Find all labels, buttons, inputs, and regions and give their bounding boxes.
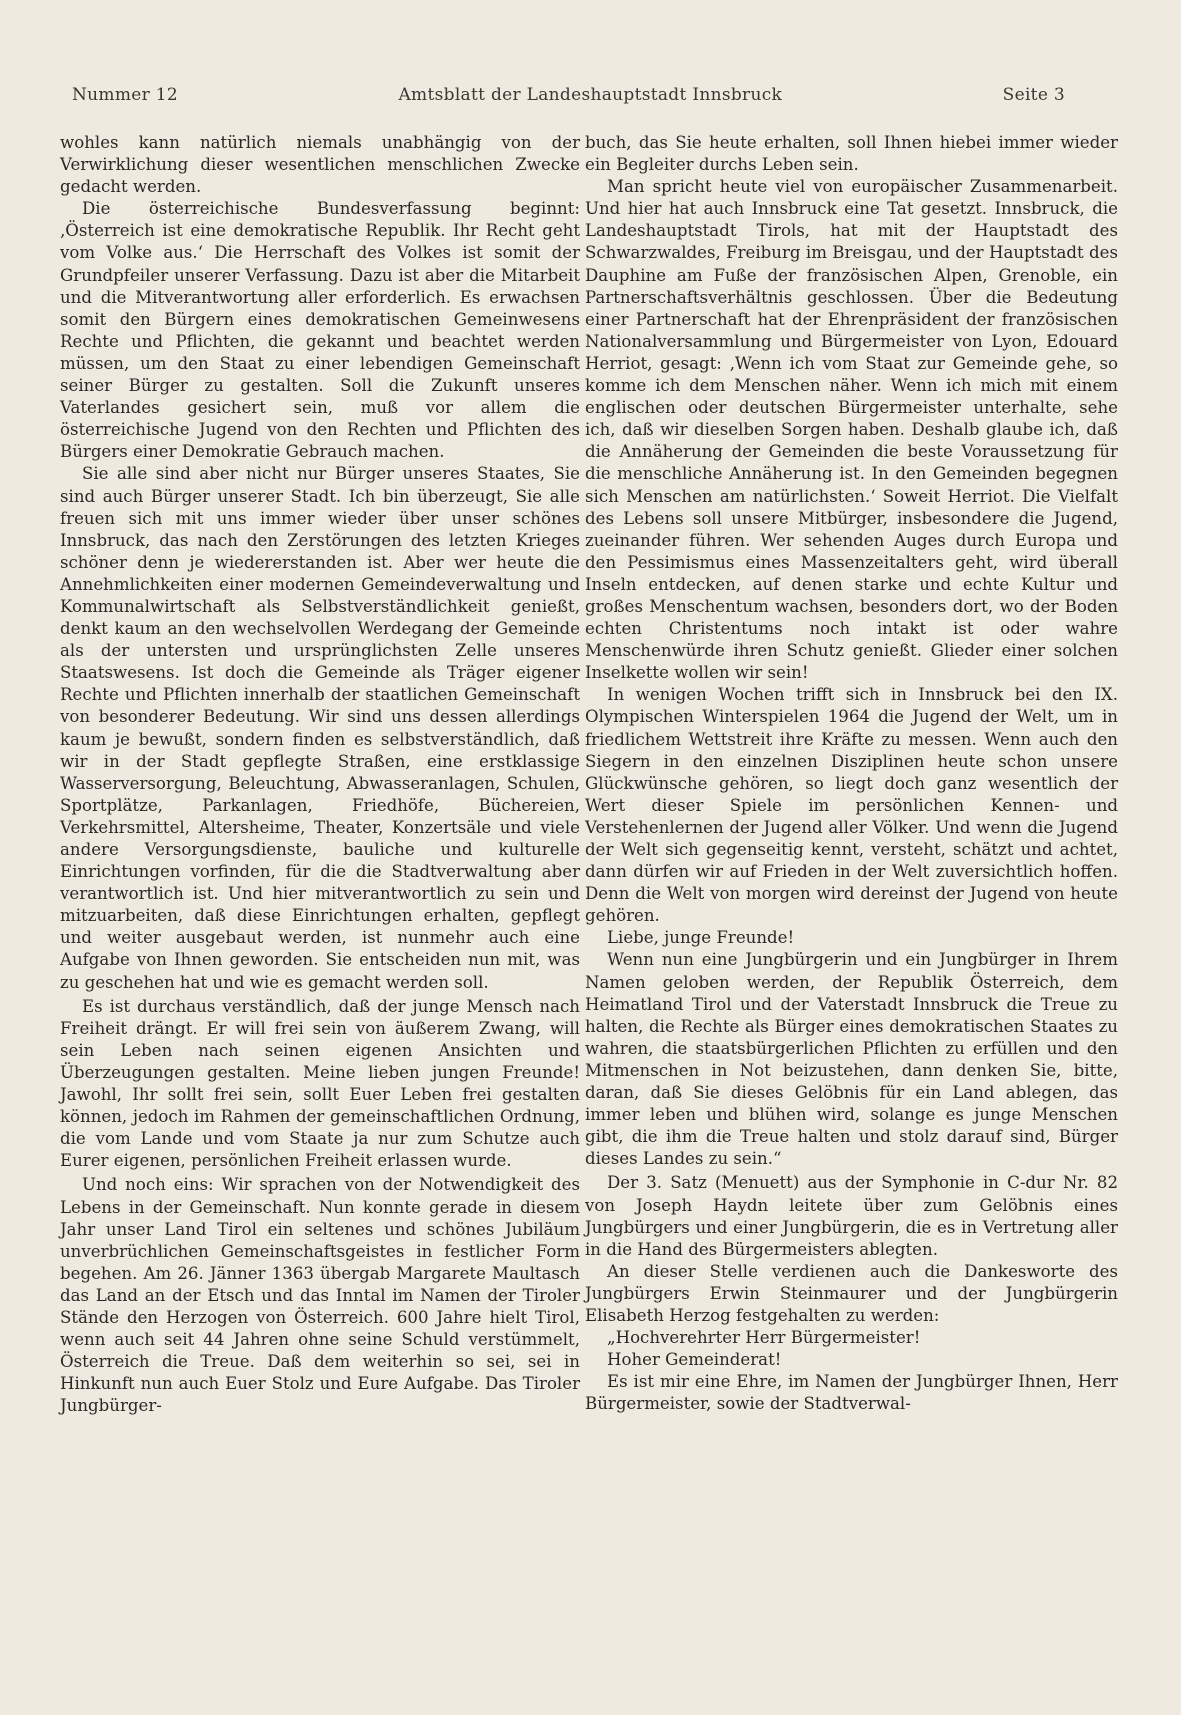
paragraph: In wenigen Wochen trifft sich in Innsbruck bei den IX. Olympischen Winterspielen 1964 die Jugend der Welt, um in friedlichem Wettstreit ihre Kräfte zu messen. Wenn auch den Siegern in den einzelnen Disziplinen heute schon unsere Glückwünsche gehören, so liegt doch ganz wesentlich der Wert dieser Spiele im persönlichen Kennen- und Verstehenlernen der Jugend aller Völker. Und wenn die Jugend der Welt sich gegenseitig kennt, versteht, schätzt und achtet, dann dürfen wir auf Frieden in der Welt zuversichtlich hoffen. Denn die Welt von morgen wird dereinst der Jugend von heute gehören. xyxy=(585,685,1118,926)
right-column xyxy=(585,132,1118,1415)
issue-number: Nummer 12 xyxy=(72,85,178,105)
paragraph: Sie alle sind aber nicht nur Bürger unseres Staates, Sie sind auch Bürger unserer Stadt. Ich bin überzeugt, Sie alle freuen sich mit uns immer wieder über unser schönes Innsbruck, das nach den Zerstörungen des letzten Krieges schöner denn je wiedererstanden ist. Aber wer heute die Annehmlichkeiten einer modernen Gemeindeverwaltung und Kommunalwirtschaft als Selbstverständlichkeit genießt, denkt kaum an den wechselvollen Werdegang der Gemeinde als der untersten und ursprünglichsten Zelle unseres Staatswesens. Ist doch die Gemeinde als Träger eigener Rechte und Pflichten innerhalb der staatlichen Gemeinschaft von besonderer Bedeutung. Wir sind uns dessen allerdings kaum je bewußt, sondern finden es selbstverständlich, daß wir in der Stadt gepflegte Straßen, eine erstklassige Wasserversorgung, Beleuchtung, Abwasseranlagen, Schulen, Sportplätze, Parkanlagen, Friedhöfe, Büchereien, Verkehrsmittel, Altersheime, Theater, Konzertsäle und viele andere Versorgungsdienste, bauliche und kulturelle Einrichtungen vorfinden, für die die Stadtverwaltung aber verantwortlich ist. Und hier mitverantwortlich zu sein und mitzuarbeiten, daß diese Einrichtungen erhalten, gepflegt und weiter ausgebaut werden, ist nunmehr auch eine Aufgabe von Ihnen geworden. Sie entscheiden nun mit, was zu geschehen hat und wie es gemacht werden soll. xyxy=(60,464,580,992)
paragraph: Man spricht heute viel von europäischer Zusammenarbeit. Und hier hat auch Innsbruck eine Tat gesetzt. Innsbruck, die Landeshauptstadt Tirols, hat mit der Hauptstadt des Schwarzwaldes, Freiburg im Breisgau, und der Hauptstadt des Dauphine am Fuße der französischen Alpen, Grenoble, ein Partnerschaftsverhältnis geschlossen. Über die Bedeutung einer Partnerschaft hat der Ehrenpräsident der französischen Nationalversammlung und Bürgermeister von Lyon, Edouard Herriot, gesagt: ‚Wenn ich vom Staat zur Gemeinde gehe, so komme ich dem Menschen näher. Wenn ich mich mit einem englischen oder deutschen Bürgermeister unterhalte, sehe ich, daß wir dieselben Sorgen haben. Deshalb glaube ich, daß die Annäherung der Gemeinden die beste Voraussetzung für die menschliche Annäherung ist. In den Gemeinden begegnen sich Menschen am natürlichsten.‘ Soweit Herriot. Die Vielfalt des Lebens soll unsere Mitbürger, insbesondere die Jugend, zueinander führen. Wer sehenden Auges durch Europa und den Pessimismus eines Massenzeitalters geht, wird überall Inseln entdecken, auf denen starke und echte Kultur und großes Menschentum wachsen, besonders dort, wo der Boden echten Christentums noch intakt ist oder wahre Menschenwürde ihren Schutz genießt. Glieder einer solchen Inselkette wollen wir sein! xyxy=(585,177,1118,683)
salutation: Liebe, junge Freunde! xyxy=(607,928,795,948)
paragraph: Es ist durchaus verständlich, daß der junge Mensch nach Freiheit drängt. Er will frei sein von äußerem Zwang, will sein Leben nach seinen eigenen Ansichten und Überzeugungen gestalten. Meine lieben jungen Freunde! Jawohl, Ihr sollt frei sein, sollt Euer Leben frei gestalten können, jedoch im Rahmen der gemeinschaftlichen Ordnung, die vom Lande und vom Staate ja nur zum Schutze auch Eurer eigenen, persönlichen Freiheit erlassen wurde. xyxy=(60,996,580,1171)
page-header xyxy=(72,82,1065,108)
paragraph: Es ist mir eine Ehre, im Namen der Jungbürger Ihnen, Herr Bürgermeister, sowie der Stadtverwal- xyxy=(585,1372,1118,1414)
page-number: Seite 3 xyxy=(1002,85,1065,105)
paragraph: An dieser Stelle verdienen auch die Dankesworte des Jungbürgers Erwin Steinmaurer und der Jungbürgerin Elisabeth Herzog festgehalten zu werden: xyxy=(585,1261,1118,1325)
salutation: Hoher Gemeinderat! xyxy=(607,1350,782,1370)
paragraph: Die österreichische Bundesverfassung beginnt: ‚Österreich ist eine demokratische Republik. Ihr Recht geht vom Volke aus.‘ Die Herrschaft des Volkes ist somit der Grundpfeiler unserer Verfassung. Dazu ist aber die Mitarbeit und die Mitverantwortung aller erforderlich. Es erwachsen somit den Bürgern eines demokratischen Gemeinwesens Rechte und Pflichten, die gekannt und beachtet werden müssen, um den Staat zu einer lebendigen Gemeinschaft seiner Bürger zu gestalten. Soll die Zukunft unseres Vaterlandes gesichert sein, muß vor allem die österreichische Jugend von den Rechten und Pflichten des Bürgers einer Demokratie Gebrauch machen. xyxy=(60,199,580,462)
paragraph: Und noch eins: Wir sprachen von der Notwendigkeit des Lebens in der Gemeinschaft. Nun konnte gerade in diesem Jahr unser Land Tirol ein seltenes und schönes Jubiläum unverbrüchlichen Gemeinschaftsgeistes in festlicher Form begehen. Am 26. Jänner 1363 übergab Margarete Maultasch das Land an der Etsch und das Inntal im Namen der Tiroler Stände den Herzogen von Österreich. 600 Jahre hielt Tirol, wenn auch seit 44 Jahren ohne seine Schuld verstümmelt, Österreich die Treue. Daß dem weiterhin so sei, sei in Hinkunft nun auch Euer Stolz und Eure Aufgabe. Das Tiroler Jungbürger- xyxy=(60,1175,580,1416)
salutation: „Hochverehrter Herr Bürgermeister! xyxy=(607,1328,921,1348)
paragraph: Der 3. Satz (Menuett) aus der Symphonie in C-dur Nr. 82 von Joseph Haydn leitete über zum Gelöbnis eines Jungbürgers und einer Jungbürgerin, die es in Vertretung aller in die Hand des Bürgermeisters ablegten. xyxy=(585,1173,1118,1259)
publication-title: Amtsblatt der Landeshauptstadt Innsbruck xyxy=(398,85,783,105)
left-column xyxy=(60,132,580,1417)
paragraph: buch, das Sie heute erhalten, soll Ihnen hiebei immer wieder ein Begleiter durchs Leben sein. xyxy=(585,133,1118,175)
paragraph: Wenn nun eine Jungbürgerin und ein Jungbürger in Ihrem Namen geloben werden, der Republik Österreich, dem Heimatland Tirol und der Vaterstadt Innsbruck die Treue zu halten, die Rechte als Bürger eines demokratischen Staates zu wahren, die staatsbürgerlichen Pflichten zu erfüllen und den Mitmenschen in Not beizustehen, dann denken Sie, bitte, daran, daß Sie dieses Gelöbnis für ein Land ablegen, das immer leben und blühen wird, solange es junge Menschen gibt, die ihm die Treue halten und stolz darauf sind, Bürger dieses Landes zu sein.“ xyxy=(585,950,1118,1169)
paragraph: wohles kann natürlich niemals unabhängig von der Verwirklichung dieser wesentlichen menschlichen Zwecke gedacht werden. xyxy=(60,133,580,197)
